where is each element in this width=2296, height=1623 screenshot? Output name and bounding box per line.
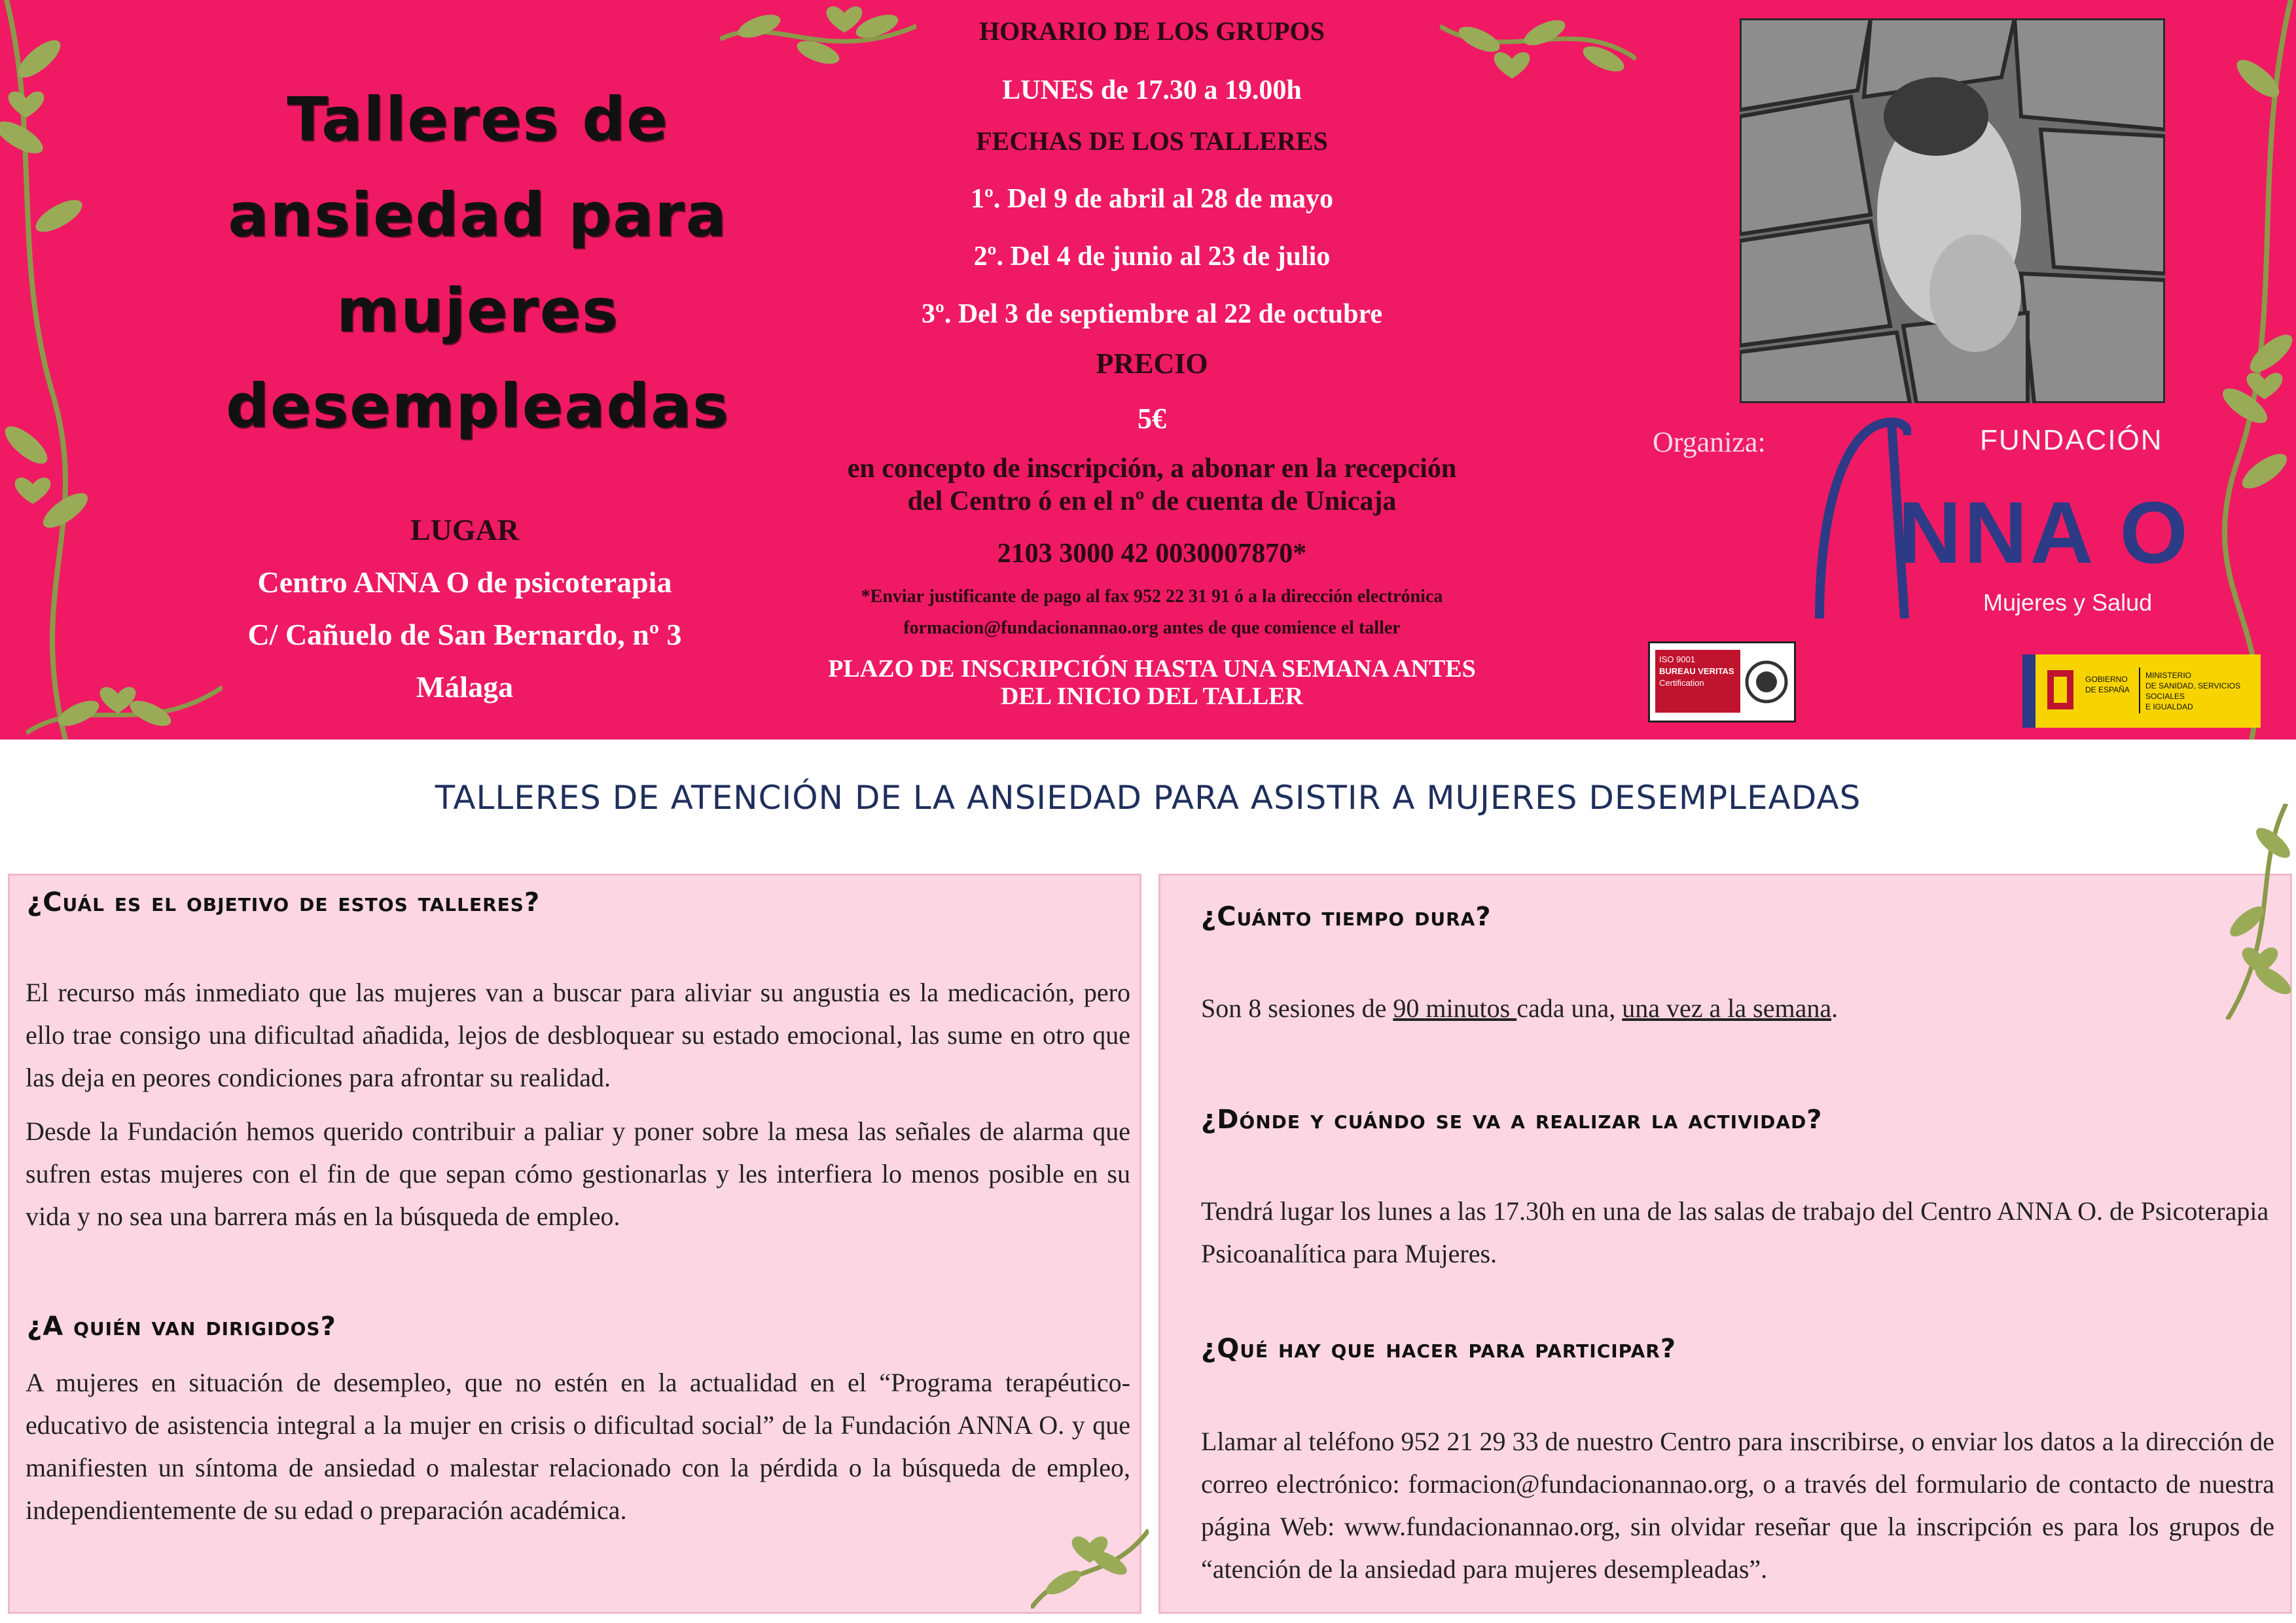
answer-how-participate: Llamar al teléfono 952 21 29 33 de nuestro Centro para inscribirse, o enviar los datos a la dirección de correo electrónico: formacion@fundacionannao.org, o a través del formulario de contacto de nuestra página Web: www.fundacionannao.org, sin olvidar reseñar que la inscripción es para los grupos de “atención de la ansiedad para mujeres desempleadas”. bbox=[1201, 1427, 2274, 1584]
vine-right-panel-icon bbox=[2201, 804, 2293, 1020]
iso-text: Certification bbox=[1659, 678, 1704, 688]
question-how-participate: ¿Qué hay que hacer para participar? bbox=[1201, 1334, 1677, 1364]
ministry-text: E IGUALDAD bbox=[2145, 702, 2193, 711]
iso-text: BUREAU VERITAS bbox=[1659, 666, 1734, 676]
question-where-when: ¿Dónde y cuándo se va a realizar la actividad? bbox=[1201, 1105, 1823, 1135]
answer-audience: A mujeres en situación de desempleo, que no estén en la actualidad en el “Programa terapéutico-educativo de asistencia integral a la mujer en crisis o dificultad social” de la Fundación ANNA O. y que manifiesten un síntoma de ansiedad o malestar relacionado con la pérdida o la búsqueda de empleo, independientemente de su edad o preparación académica. bbox=[26, 1368, 1130, 1525]
answer-objective-1: El recurso más inmediato que las mujeres van a buscar para aliviar su angustia es la medicación, pero ello trae consigo una dificultad añadida, lejos de desbloquear su estado emocional, las sume en otro que las deja en peores condiciones para afrontar su realidad. bbox=[26, 978, 1130, 1092]
deadline: PLAZO DE INSCRIPCIÓN HASTA UNA SEMANA ANTES bbox=[828, 655, 1476, 683]
location-city: Málaga bbox=[416, 670, 514, 704]
flyer-title bbox=[157, 72, 798, 454]
price-value: 5€ bbox=[1138, 402, 1166, 435]
title-line: ansiedad para bbox=[228, 180, 728, 250]
price-title: PRECIO bbox=[1096, 348, 1208, 380]
location-center: Centro ANNA O de psicoterapia bbox=[257, 565, 672, 599]
duration-frequency: una vez a la semana bbox=[1622, 993, 1832, 1023]
payment-note: *Enviar justificante de pago al fax 952 22 31 91 ó a la dirección electrónica bbox=[861, 586, 1443, 607]
stone-wall-image bbox=[1740, 18, 2165, 403]
anna-a-logo-icon bbox=[1806, 409, 1911, 618]
date-item: 3º. Del 3 de septiembre al 22 de octubre bbox=[921, 299, 1383, 329]
deadline: DEL INICIO DEL TALLER bbox=[1000, 683, 1304, 710]
duration-text: cada una, bbox=[1516, 993, 1623, 1023]
title-line: desempleadas bbox=[226, 371, 730, 441]
duration-text: Son 8 sesiones de bbox=[1201, 993, 1393, 1023]
government-text: DE ESPAÑA bbox=[2085, 685, 2130, 694]
government-logo bbox=[2022, 654, 2261, 728]
answer-objective-2: Desde la Fundación hemos querido contribuir a paliar y poner sobre la mesa las señales de alarma que sufren estas mujeres con el fin de que sepan cómo gestionarlas y les interfiera lo menos posible en su vida y no sea una barrera más en la búsqueda de empleo. bbox=[26, 1116, 1130, 1231]
schedule-title: HORARIO DE LOS GRUPOS bbox=[979, 16, 1325, 46]
section-subtitle: TALLERES DE ATENCIÓN DE LA ANSIEDAD PARA ASISTIR A MUJERES DESEMPLEADAS bbox=[435, 779, 1861, 817]
price-concept: del Centro ó en el nº de cuenta de Unicaja bbox=[907, 486, 1397, 516]
price-concept: en concepto de inscripción, a abonar en la recepción bbox=[847, 454, 1457, 484]
iso-certification-badge bbox=[1648, 641, 1796, 722]
dates-title: FECHAS DE LOS TALLERES bbox=[976, 126, 1328, 156]
date-item: 1º. Del 9 de abril al 28 de mayo bbox=[971, 184, 1333, 214]
title-line: Talleres de bbox=[287, 84, 669, 154]
right-info-panel bbox=[1158, 874, 2292, 1614]
foundation-label: FUNDACIÓN bbox=[1980, 424, 2163, 456]
question-objective: ¿Cuál es el objetivo de estos talleres? bbox=[27, 887, 541, 918]
vine-panel-icon bbox=[1031, 1524, 1149, 1609]
ministry-text: DE SANIDAD, SERVICIOS SOCIALES bbox=[2145, 681, 2241, 701]
ministry-text: MINISTERIO bbox=[2145, 671, 2192, 680]
answer-where-when: Tendrá lugar los lunes a las 17.30h en una de las salas de trabajo del Centro ANNA O. de Psicoterapia Psicoanalítica para Mujeres. bbox=[1201, 1196, 2269, 1268]
duration-text: . bbox=[1831, 993, 1839, 1023]
vine-right-icon bbox=[2199, 0, 2296, 740]
vine-left-icon bbox=[0, 0, 105, 740]
payment-note: formacion@fundacionannao.org antes de que comience el taller bbox=[903, 618, 1401, 638]
spain-coat-of-arms-icon bbox=[2041, 664, 2080, 719]
bureau-veritas-seal-icon bbox=[1745, 652, 1788, 711]
location-block bbox=[170, 504, 759, 713]
account-number: 2103 3000 42 0030007870* bbox=[997, 539, 1307, 569]
iso-text: ISO 9001 bbox=[1659, 654, 1695, 664]
location-label: LUGAR bbox=[410, 513, 520, 546]
photo-woman-stones bbox=[1740, 18, 2165, 403]
answer-duration bbox=[1201, 987, 2248, 1029]
left-info-panel bbox=[8, 874, 1141, 1614]
date-item: 2º. Del 4 de junio al 23 de julio bbox=[973, 241, 1331, 272]
government-text: GOBIERNO bbox=[2085, 675, 2128, 684]
organizer-label: Organiza: bbox=[1653, 426, 1766, 458]
location-address: C/ Cañuelo de San Bernardo, nº 3 bbox=[247, 618, 682, 651]
duration-minutes: 90 minutos bbox=[1393, 993, 1517, 1023]
foundation-name: NNA O bbox=[1898, 484, 2191, 582]
flyer-header bbox=[0, 0, 2296, 740]
foundation-tagline: Mujeres y Salud bbox=[1983, 589, 2153, 616]
question-duration: ¿Cuánto tiempo dura? bbox=[1201, 902, 1492, 932]
schedule-hours: LUNES de 17.30 a 19.00h bbox=[1002, 75, 1302, 105]
question-audience: ¿A quién van dirigidos? bbox=[27, 1311, 336, 1342]
title-line: mujeres bbox=[336, 276, 619, 346]
